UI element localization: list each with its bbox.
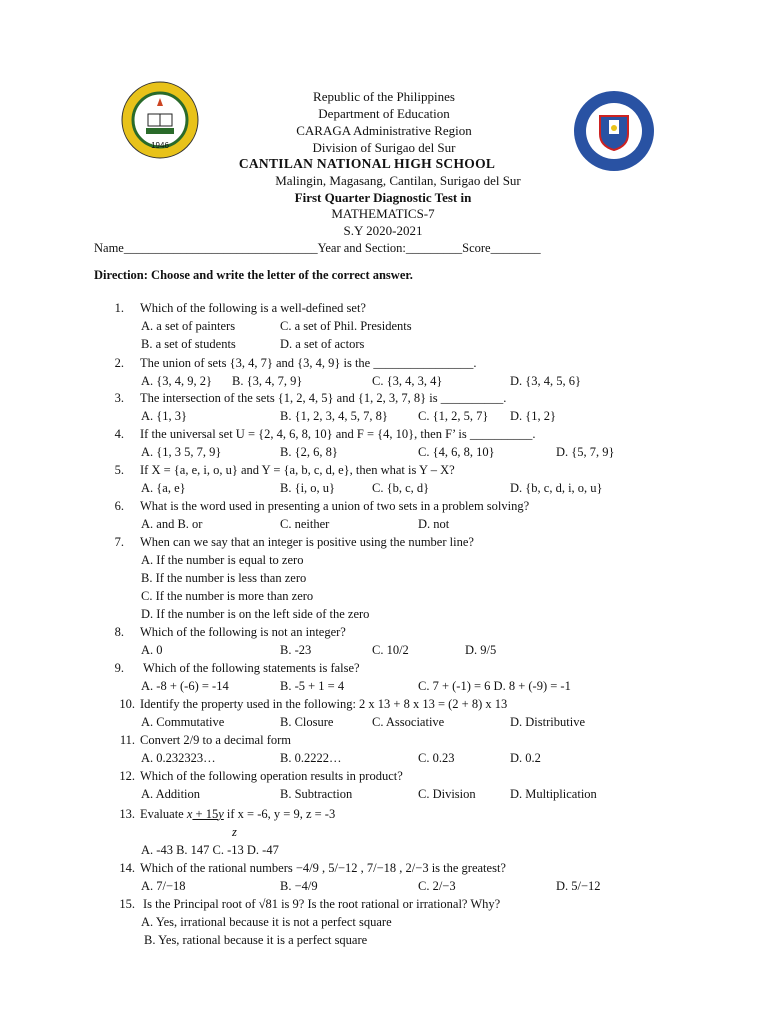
option-b: B. a set of students	[141, 337, 236, 351]
option-b: B. 0.2222…	[280, 751, 342, 765]
option-b: B. {2, 6, 8}	[280, 445, 338, 459]
option-c: C. 2/−3	[418, 879, 456, 893]
option-a: A. If the number is equal to zero	[141, 553, 304, 567]
q-text: If the universal set U = {2, 4, 6, 8, 10} and F = {4, 10}, then F’ is __________.	[140, 427, 536, 441]
option-c: C. {3, 4, 3, 4}	[372, 374, 443, 388]
q-number: 4.	[114, 427, 124, 441]
q-text: If X = {a, e, i, o, u} and Y = {a, b, c, d, e}, then what is Y – X?	[140, 463, 455, 477]
q-number: 6.	[114, 499, 124, 513]
option-c: C. Division	[418, 787, 476, 801]
q-text: The intersection of the sets {1, 2, 4, 5} and {1, 2, 3, 7, 8} is __________.	[140, 391, 507, 405]
q-number: 9.	[114, 661, 124, 675]
q-text	[140, 805, 335, 823]
option-d: D. If the number is on the left side of the zero	[141, 607, 370, 621]
school-address: Malingin, Magasang, Cantilan, Surigao del Sur	[275, 173, 521, 188]
option-c: C. Associative	[372, 715, 445, 729]
q-number: 14.	[119, 861, 135, 875]
option-a: A. {3, 4, 9, 2}	[141, 374, 213, 388]
test-title: First Quarter Diagnostic Test in	[294, 190, 472, 205]
option-a: A. {1, 3}	[141, 409, 188, 423]
option-c: C. 7 + (-1) = 6 D. 8 + (-9) = -1	[418, 679, 571, 693]
var-z: z	[232, 825, 237, 839]
option-d: D. {5, 7, 9}	[556, 445, 615, 459]
option-a: A. 0.232323…	[141, 751, 216, 765]
q-number: 7.	[114, 535, 124, 549]
option-b: B. -23	[280, 643, 312, 657]
q-text: Which of the following is a well-defined set?	[140, 301, 366, 315]
option-d: D. {1, 2}	[510, 409, 557, 423]
option-b: B. {1, 2, 3, 4, 5, 7, 8}	[280, 409, 388, 423]
option-c: C. {1, 2, 5, 7}	[418, 409, 489, 423]
q-number: 1.	[114, 301, 124, 315]
q-number: 3.	[114, 391, 124, 405]
q-number: 2.	[114, 356, 124, 370]
option-b: B. {i, o, u}	[280, 481, 336, 495]
header-department: Department of Education	[318, 106, 450, 121]
subject-title: MATHEMATICS-7	[331, 206, 435, 221]
option-c: C. {b, c, d}	[372, 481, 430, 495]
q-number: 12.	[119, 769, 135, 783]
option-a: A. Yes, irrational because it is not a perfect square	[141, 915, 392, 929]
option-b: B. Subtraction	[280, 787, 353, 801]
q-text: Is the Principal root of √81 is 9? Is the root rational or irrational? Why?	[143, 897, 501, 911]
q-text: Which of the rational numbers −4/9 , 5/−12 , 7/−18 , 2/−3 is the greatest?	[140, 861, 506, 875]
option-c: C. {4, 6, 8, 10}	[418, 445, 495, 459]
school-name: CANTILAN NATIONAL HIGH SCHOOL	[238, 156, 496, 171]
option-d: D. Multiplication	[510, 787, 597, 801]
option-a: A. and B. or	[141, 517, 203, 531]
q-number: 13.	[119, 807, 135, 821]
option-c: C. If the number is more than zero	[141, 589, 314, 603]
option-d: D. a set of actors	[280, 337, 365, 351]
q-number: 15.	[119, 897, 135, 911]
q-text: Which of the following operation results in product?	[140, 769, 403, 783]
q-text: What is the word used in presenting a union of two sets in a problem solving?	[140, 499, 530, 513]
option-a: A. {1, 3 5, 7, 9}	[141, 445, 222, 459]
option-d: D. {3, 4, 5, 6}	[510, 374, 582, 388]
school-year: S.Y 2020-2021	[343, 223, 423, 238]
option-b: B. −4/9	[280, 879, 318, 893]
q-text-part: + 15	[192, 807, 219, 821]
q-number: 5.	[114, 463, 124, 477]
var-x: x	[186, 807, 193, 821]
name-line: Name_______________________________Year and Section:_________Score________	[94, 241, 541, 255]
option-d: D. {b, c, d, i, o, u}	[510, 481, 603, 495]
q-text: Which of the following is not an integer?	[140, 625, 346, 639]
q-number: 8.	[114, 625, 124, 639]
header-republic: Republic of the Philippines	[313, 89, 455, 104]
option-d: D. 5/−12	[556, 879, 601, 893]
option-b: B. Yes, rational because it is a perfect square	[144, 933, 368, 947]
option-a: A. a set of painters	[141, 319, 236, 333]
option-c: C. a set of Phil. Presidents	[280, 319, 412, 333]
option-a: A. Commutative	[141, 715, 225, 729]
options-13: A. -43 B. 147 C. -13 D. -47	[141, 843, 279, 857]
q-text: The union of sets {3, 4, 7} and {3, 4, 9} is the ________________.	[140, 356, 477, 370]
header-division: Division of Surigao del Sur	[312, 140, 456, 155]
option-a: A. {a, e}	[141, 481, 186, 495]
option-d: D. Distributive	[510, 715, 585, 729]
option-a: A. -8 + (-6) = -14	[141, 679, 229, 693]
q-text: Convert 2/9 to a decimal form	[140, 733, 292, 747]
var-y: y	[218, 807, 224, 821]
q-text: Which of the following statements is false?	[143, 661, 360, 675]
option-b: B. Closure	[280, 715, 334, 729]
logo-year: 1946	[151, 141, 169, 150]
option-c: C. neither	[280, 517, 330, 531]
option-d: D. 0.2	[510, 751, 541, 765]
q-number: 11.	[119, 733, 135, 747]
option-a: A. 7/−18	[141, 879, 186, 893]
q-text-part: if x = -6, y = 9, z = -3	[223, 807, 336, 821]
option-b: B. {3, 4, 7, 9}	[232, 374, 303, 388]
option-d: D. not	[418, 517, 450, 531]
header-region: CARAGA Administrative Region	[296, 123, 472, 138]
q-text: Identify the property used in the following: 2 x 13 + 8 x 13 = (2 + 8) x 13	[140, 697, 508, 711]
q-text-part: Evaluate	[140, 807, 187, 821]
option-a: A. 0	[141, 643, 163, 657]
option-b: B. If the number is less than zero	[141, 571, 307, 585]
option-a: A. Addition	[141, 787, 201, 801]
option-b: B. -5 + 1 = 4	[280, 679, 345, 693]
option-c: C. 0.23	[418, 751, 455, 765]
q-number: 10.	[119, 697, 135, 711]
option-d: D. 9/5	[465, 643, 497, 657]
direction: Direction: Choose and write the letter of the correct answer.	[94, 268, 413, 282]
option-c: C. 10/2	[372, 643, 409, 657]
q-text: When can we say that an integer is positive using the number line?	[140, 535, 474, 549]
